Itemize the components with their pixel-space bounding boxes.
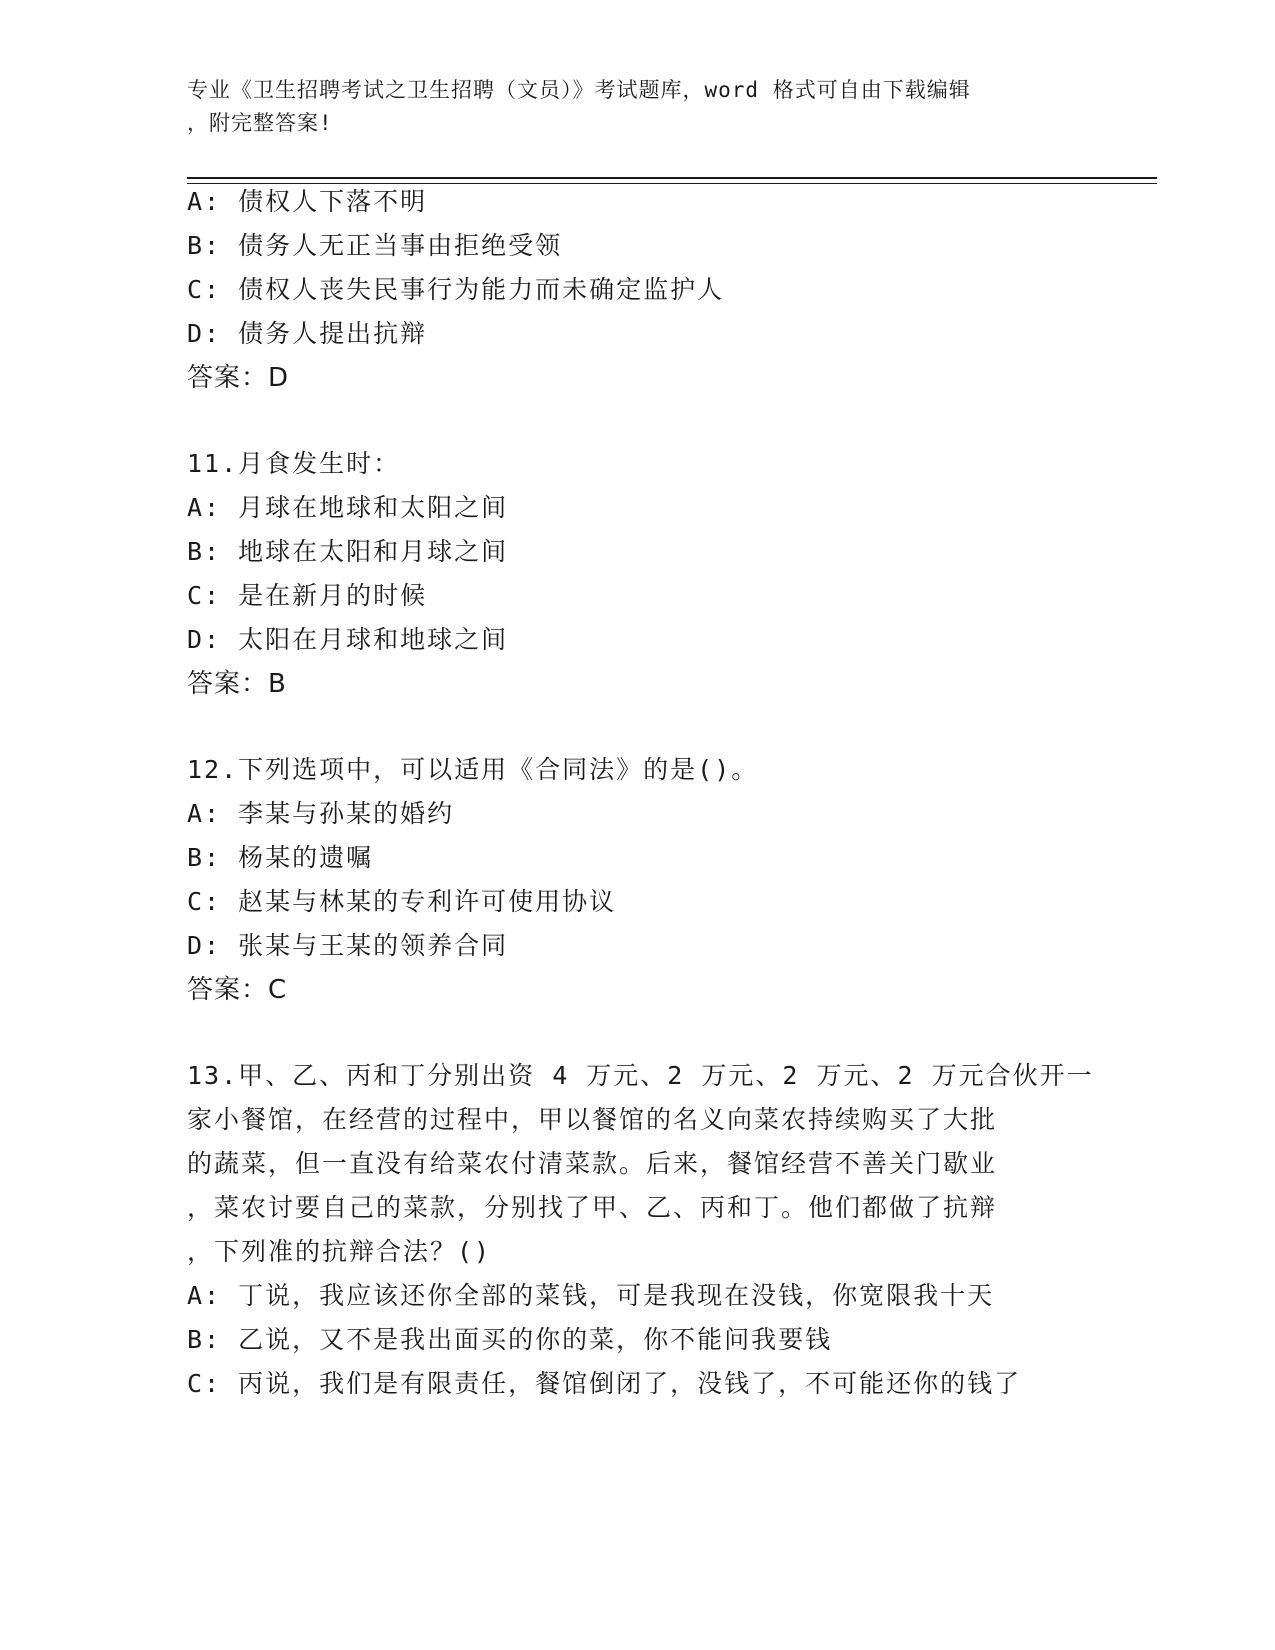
q11-answer: 答案：B [187,669,287,699]
q11-option-d: D: 太阳在月球和地球之间 [187,625,509,654]
q13-stem-line-1: 13.甲、乙、丙和丁分别出资 4 万元、2 万元、2 万元、2 万元合伙开一 [187,1061,1094,1090]
q11-stem: 11.月食发生时： [187,449,401,478]
q10-option-b: B: 债务人无正当事由拒绝受领 [187,231,563,260]
q12-option-c: C: 赵某与林某的专利许可使用协议 [187,887,617,916]
q12-answer: 答案：C [187,975,288,1005]
q13-stem-line-5: ，下列准的抗辩合法？() [187,1237,492,1266]
q13-stem-line-3: 的蔬菜，但一直没有给菜农付清菜款。后来，餐馆经营不善关门歇业 [187,1149,998,1178]
q11-option-c: C: 是在新月的时候 [187,581,428,610]
q10-option-d: D: 债务人提出抗辩 [187,319,428,348]
q12-option-b: B: 杨某的遗嘱 [187,843,374,872]
header-line-2: ，附完整答案! [187,111,333,135]
q13-stem-line-2: 家小餐馆，在经营的过程中，甲以餐馆的名义向菜农持续购买了大批 [187,1105,998,1134]
q12-option-a: A: 李某与孙某的婚约 [187,799,455,828]
q13-option-c: C: 丙说，我们是有限责任，餐馆倒闭了，没钱了，不可能还你的钱了 [187,1369,1022,1398]
header-divider-thick [187,177,1157,179]
document-header [187,74,1067,140]
q10-option-a: A: 债权人下落不明 [187,187,428,216]
q11-option-a: A: 月球在地球和太阳之间 [187,493,509,522]
q13-stem-line-4: ，菜农讨要自己的菜款，分别找了甲、乙、丙和丁。他们都做了抗辩 [187,1193,998,1222]
q10-option-c: C: 债权人丧失民事行为能力而未确定监护人 [187,275,725,304]
q11-option-b: B: 地球在太阳和月球之间 [187,537,509,566]
q12-stem: 12.下列选项中，可以适用《合同法》的是()。 [187,755,759,784]
header-line-1: 专业《卫生招聘考试之卫生招聘（文员）》考试题库，word 格式可自由下载编辑 [187,78,971,102]
q12-option-d: D: 张某与王某的领养合同 [187,931,509,960]
q13-option-a: A: 丁说，我应该还你全部的菜钱，可是我现在没钱，你宽限我十天 [187,1281,995,1310]
header-divider-thin [187,183,1157,184]
q10-answer: 答案：D [187,363,290,393]
q13-option-b: B: 乙说，又不是我出面买的你的菜，你不能问我要钱 [187,1325,833,1354]
